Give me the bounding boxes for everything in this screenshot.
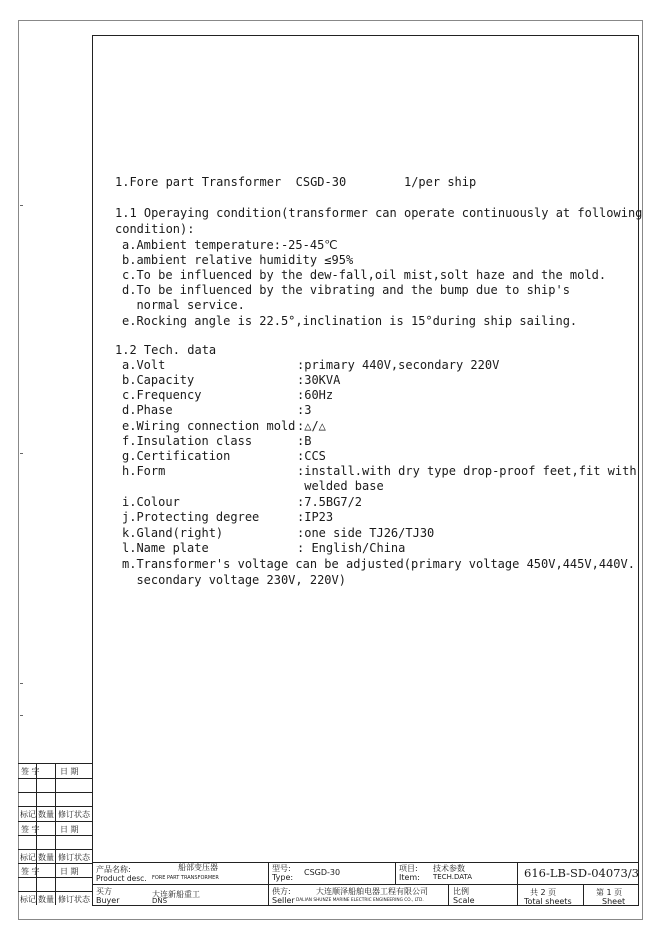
sign-label: 签 字	[21, 767, 40, 776]
condition-c: c.To be influenced by the dew-fall,oil mist,solt haze and the mold.	[122, 268, 607, 282]
condition-e: e.Rocking angle is 22.5°,inclination is 15°during ship sailing.	[122, 314, 578, 328]
section-1-1-heading: 1.1 Operaying condition(transformer can operate continuously at following	[115, 206, 643, 220]
tech-value: :3	[297, 403, 312, 417]
condition-d-cont: normal service.	[122, 298, 245, 312]
tech-value-cont: welded base	[297, 479, 384, 493]
sign-label: 签 字	[21, 825, 40, 834]
buyer-en-label: Buyer	[96, 896, 120, 905]
tech-value: :7.5BG7/2	[297, 495, 363, 509]
tech-value: :B	[297, 434, 312, 448]
item-cn-label: 项目:	[399, 864, 418, 873]
tech-key: f.Insulation class	[122, 434, 253, 448]
tech-key: k.Gland(right)	[122, 526, 224, 540]
title-block-divider	[448, 884, 449, 906]
tech-value: : English/China	[297, 541, 406, 555]
grid-line	[55, 763, 56, 905]
scale-cn-label: 比例	[453, 887, 469, 896]
seller-cn-label: 供方:	[272, 887, 291, 896]
section-1-2-heading: 1.2 Tech. data	[115, 343, 217, 357]
title-block-divider	[583, 884, 584, 906]
tech-value: :one side TJ26/TJ30	[297, 526, 435, 540]
seller-value-cn: 大连顺泽船舶电器工程有限公司	[316, 887, 428, 896]
tech-key: j.Protecting degree	[122, 510, 260, 524]
type-en-label: Type:	[272, 873, 294, 882]
title-block-divider	[268, 862, 269, 906]
item-value-cn: 技术参数	[433, 864, 465, 873]
title-block-divider	[395, 862, 396, 884]
buyer-value-en: DNS	[152, 897, 168, 905]
date-label: 日 期	[60, 825, 79, 834]
condition-d: d.To be influenced by the vibrating and the bump due to ship's	[122, 283, 570, 297]
title-block-divider	[517, 862, 518, 906]
tech-key: h.Form	[122, 464, 166, 478]
mark-label: 标记	[20, 895, 36, 904]
buyer-value-cn: 大连新船重工	[152, 890, 200, 899]
product-en: FORE PART TRANSFORMER	[152, 875, 219, 881]
item-en-label: Item:	[399, 873, 420, 882]
tech-value: :△/△	[297, 419, 326, 433]
tech-key: b.Capacity	[122, 373, 195, 387]
title-block-mid	[92, 884, 639, 885]
condition-b: b.ambient relative humidity ≤95%	[122, 253, 354, 267]
tech-value: :30KVA	[297, 373, 341, 387]
tech-note-m-cont: secondary voltage 230V, 220V)	[122, 573, 346, 587]
total-sheets-en: Total sheets	[524, 897, 572, 906]
tech-value: :install.with dry type drop-proof feet,fit with	[297, 464, 637, 478]
document-number: 616-LB-SD-04073/3	[524, 866, 639, 880]
mark-label: 标记	[20, 810, 36, 819]
section-1-title: 1.Fore part Transformer CSGD-30 1/per ship	[115, 175, 477, 189]
margin-mark	[20, 453, 23, 454]
mark-label: 标记	[20, 853, 36, 862]
tech-key: d.Phase	[122, 403, 173, 417]
tech-value: :primary 440V,secondary 220V	[297, 358, 500, 372]
seller-en-label: Seller	[272, 896, 295, 905]
tech-key: c.Frequency	[122, 388, 202, 402]
sign-label: 签 字	[21, 867, 40, 876]
tech-value: :60Hz	[297, 388, 334, 402]
product-cn-label: 产品名称:	[96, 865, 131, 874]
title-block-top	[92, 862, 639, 863]
condition-a: a.Ambient temperature:-25-45℃	[122, 238, 338, 252]
margin-mark	[20, 683, 23, 684]
date-label: 日 期	[60, 767, 79, 776]
revision-label: 修订状态	[58, 853, 90, 862]
revision-label: 修订状态	[58, 895, 90, 904]
product-en-label: Product desc.	[96, 874, 147, 883]
scale-en-label: Scale	[453, 896, 475, 905]
tech-key: e.Wiring connection mold	[122, 419, 296, 433]
qty-label: 数量	[38, 853, 54, 862]
qty-label: 数量	[38, 895, 54, 904]
total-sheets-cn: 共 2 页	[530, 888, 557, 897]
sheet-cn: 第 1 页	[596, 888, 623, 897]
tech-key: g.Certification	[122, 449, 231, 463]
tech-value: :IP23	[297, 510, 334, 524]
tech-key: a.Volt	[122, 358, 166, 372]
type-value: CSGD-30	[304, 868, 341, 877]
tech-value: :CCS	[297, 449, 326, 463]
seller-value-en: DALIAN SHUNZE MARINE ELECTRIC ENGINEERING CO., LTD.	[296, 898, 424, 903]
product-cn: 船部变压器	[178, 863, 218, 872]
tech-key: i.Colour	[122, 495, 180, 509]
section-1-1-heading-cont: condition):	[115, 222, 195, 236]
buyer-cn-label: 买方	[96, 887, 112, 896]
revision-label: 修订状态	[58, 810, 90, 819]
tech-note-m: m.Transformer's voltage can be adjusted(primary voltage 450V,445V,440V.	[122, 557, 635, 571]
item-value-en: TECH.DATA	[433, 873, 472, 881]
qty-label: 数量	[38, 810, 54, 819]
type-cn-label: 型号:	[272, 864, 291, 873]
margin-mark	[20, 205, 23, 206]
date-label: 日 期	[60, 867, 79, 876]
sheet-en: Sheet	[602, 897, 626, 906]
margin-mark	[20, 715, 23, 716]
tech-key: l.Name plate	[122, 541, 209, 555]
